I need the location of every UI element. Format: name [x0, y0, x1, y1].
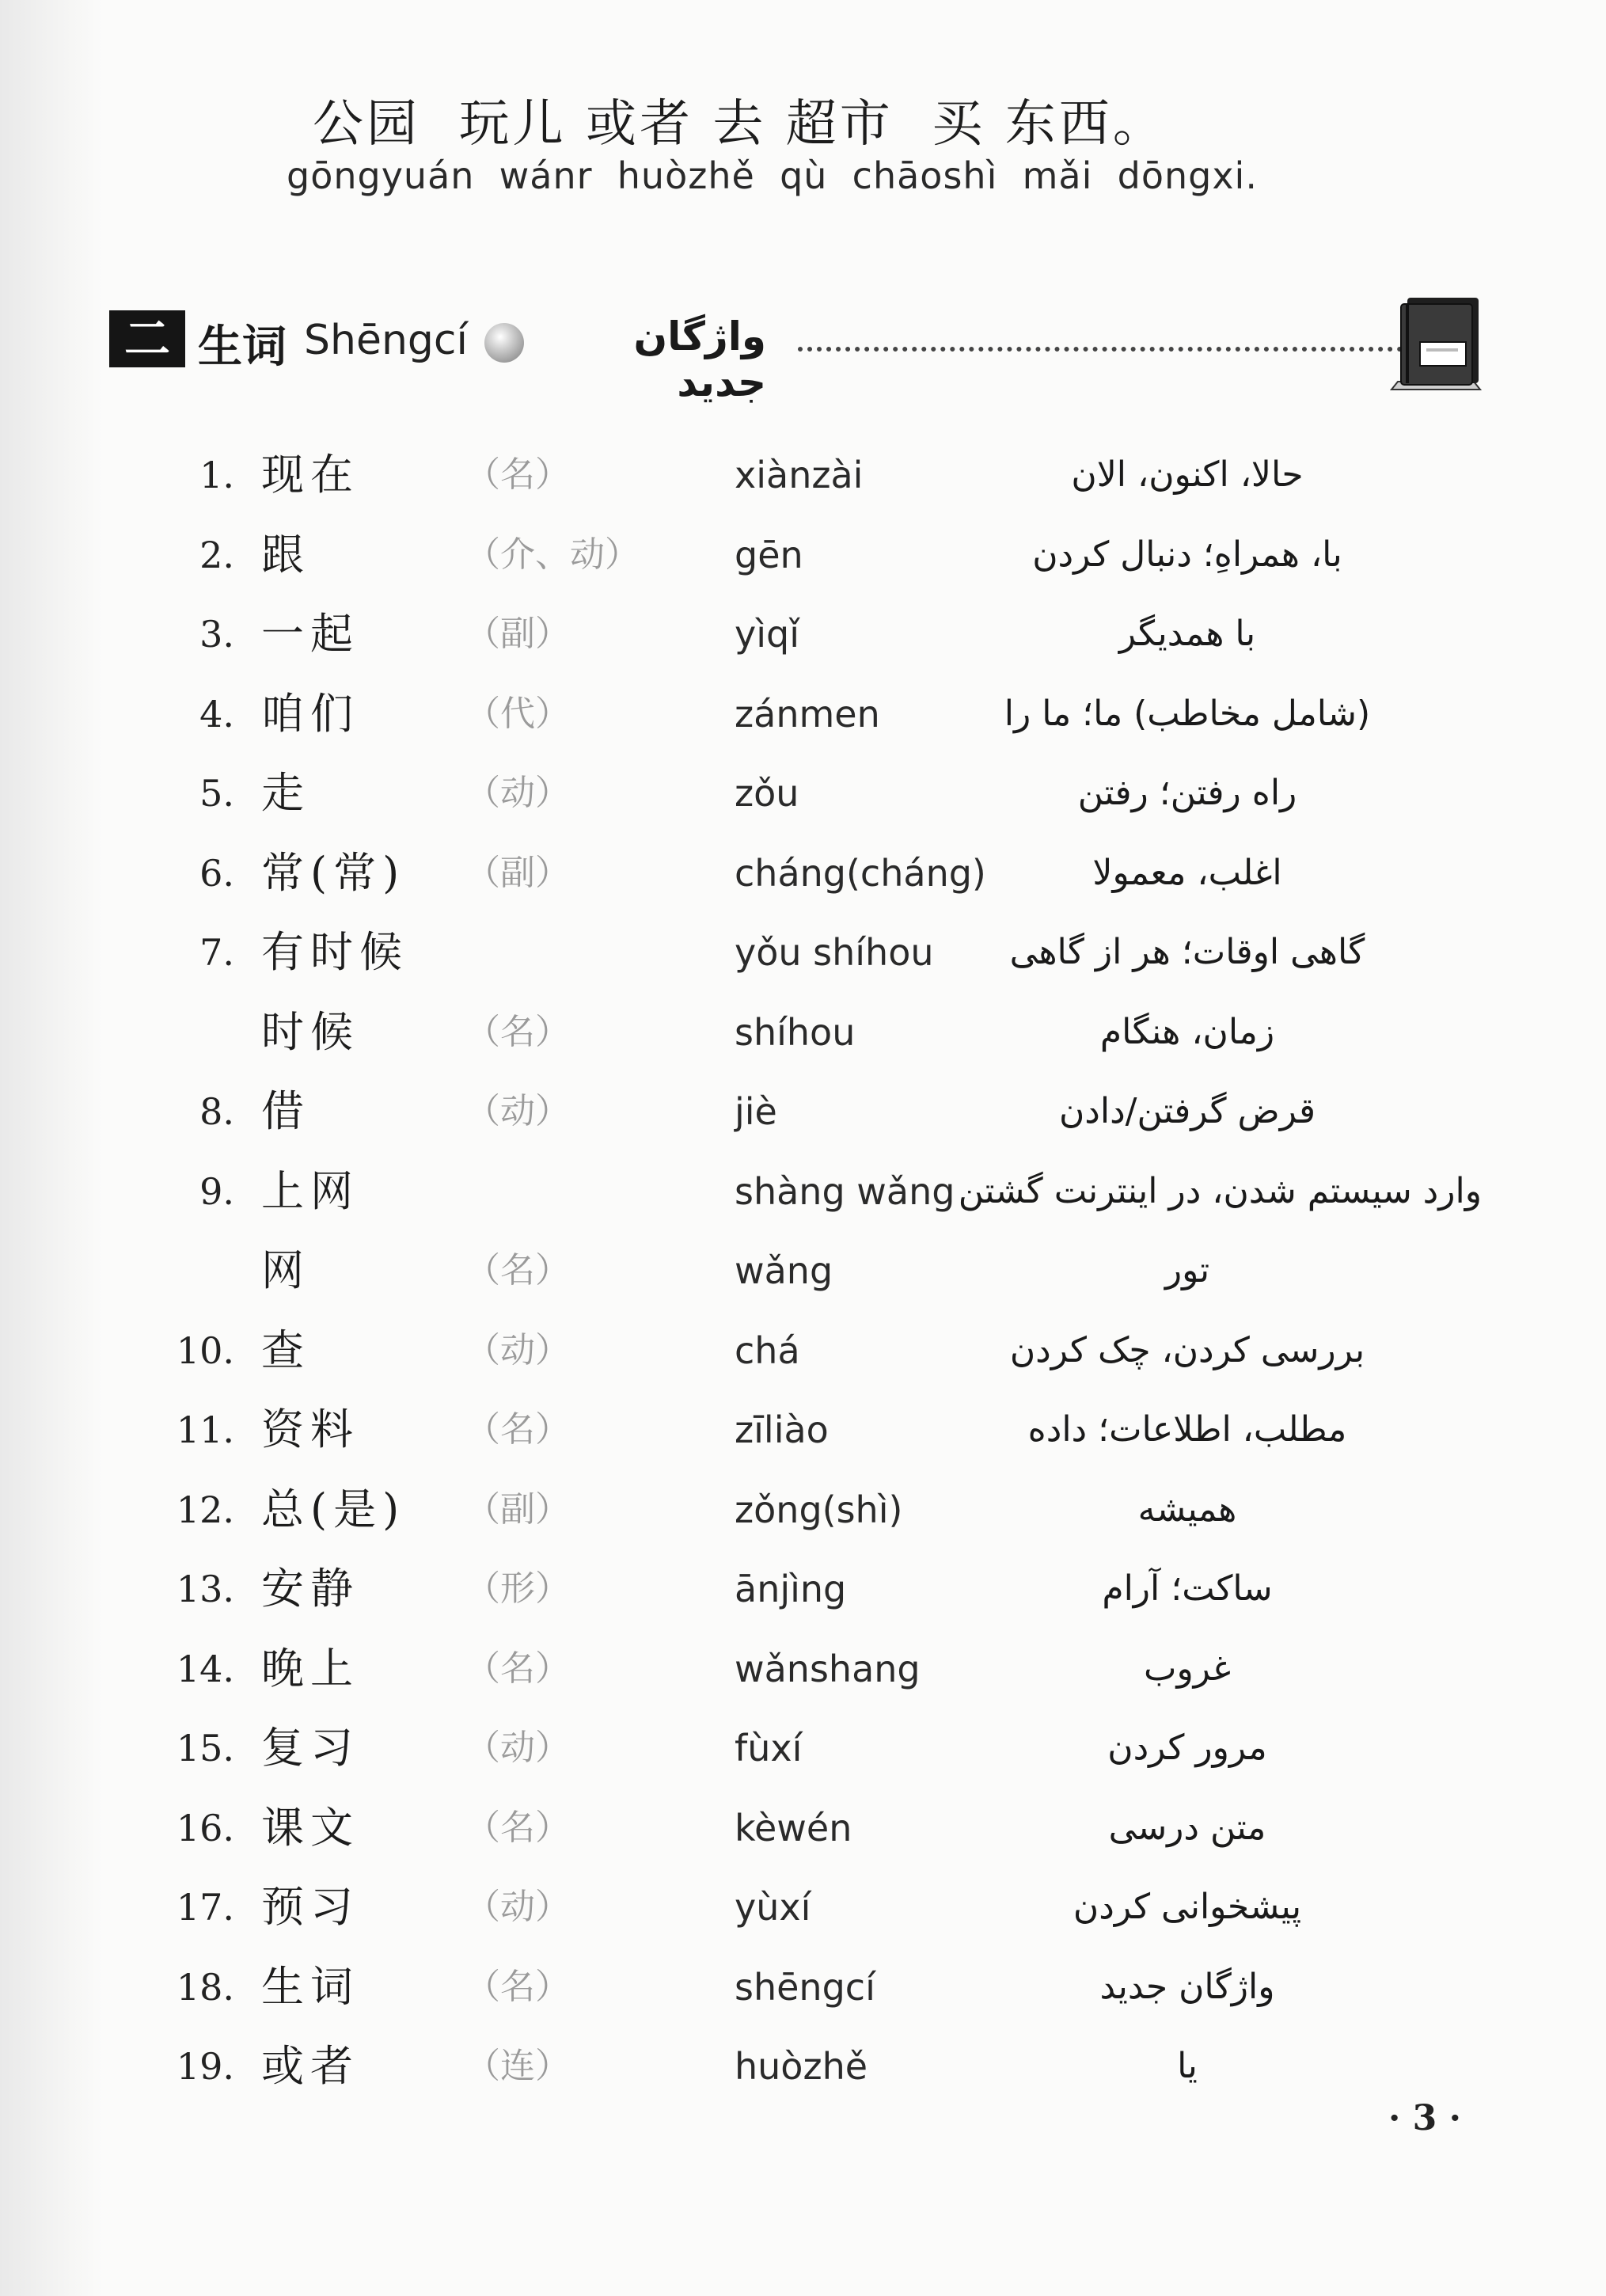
vocab-pinyin: shíhou — [735, 1010, 856, 1054]
vocab-number: 11. — [176, 1408, 234, 1451]
vocab-pinyin: jiè — [735, 1090, 777, 1133]
vocab-hanzi: 现在 — [261, 450, 359, 500]
vocab-pinyin: chá — [735, 1329, 800, 1372]
vocab-row — [0, 1549, 1606, 1629]
vocab-part-of-speech: （名） — [465, 1011, 570, 1052]
vocab-persian: غروب — [1144, 1648, 1231, 1689]
sentence-pinyin: gōngyuán wánr huòzhě qù chāoshì mǎi dōngxi. — [287, 154, 1258, 197]
vocab-number: 16. — [176, 1806, 234, 1849]
vocab-number: 19. — [176, 2045, 234, 2088]
vocab-row — [0, 435, 1606, 515]
vocab-hanzi: 借 — [261, 1086, 310, 1136]
section-number-badge: 二 — [109, 310, 185, 367]
vocab-part-of-speech: （副） — [465, 852, 570, 893]
vocab-hanzi: 预习 — [261, 1882, 359, 1932]
vocab-hanzi: 晚上 — [261, 1643, 359, 1693]
vocab-persian: مطلب، اطلاعات؛ داده — [1027, 1409, 1347, 1450]
vocab-row — [0, 1868, 1606, 1948]
vocab-part-of-speech: （动） — [465, 773, 570, 813]
vocab-persian: حالا، اکنون، الان — [1071, 454, 1304, 495]
vocab-row — [0, 834, 1606, 914]
vocab-number: 3. — [199, 613, 234, 656]
vocab-persian: راه رفتن؛ رفتن — [1077, 773, 1297, 813]
vocab-row — [0, 515, 1606, 595]
vocab-persian: بررسی کردن، چک کردن — [1009, 1329, 1365, 1370]
vocab-persian: قرض گرفتن/دادن — [1058, 1091, 1316, 1131]
vocab-row — [0, 595, 1606, 675]
vocab-number: 13. — [176, 1568, 234, 1610]
vocab-number: 14. — [176, 1647, 234, 1690]
vocab-hanzi: 资料 — [261, 1405, 359, 1454]
vocab-part-of-speech: （副） — [465, 1488, 570, 1530]
vocab-row — [0, 1948, 1606, 2028]
vocab-pinyin: gēn — [735, 533, 803, 576]
vocab-row — [0, 1789, 1606, 1868]
vocab-part-of-speech: （名） — [465, 1648, 570, 1689]
vocab-part-of-speech: （连） — [465, 2046, 570, 2086]
vocab-number: 4. — [199, 692, 234, 736]
vocab-persian: گاهی اوقات؛ هر از گاهی — [1009, 932, 1365, 972]
vocab-persian: تور — [1164, 1250, 1210, 1291]
vocab-pinyin: shàng wǎng — [735, 1169, 955, 1213]
vocab-row — [0, 1390, 1606, 1470]
vocab-number: 17. — [176, 1886, 234, 1929]
vocab-part-of-speech: （介、动） — [465, 534, 640, 575]
vocab-part-of-speech: （名） — [465, 1966, 570, 2007]
vocab-hanzi: 跟 — [261, 529, 310, 580]
page-number: · 3 · — [1388, 2098, 1461, 2138]
vocab-pinyin: zánmen — [735, 692, 880, 736]
vocab-persian: وارد سیستم شدن، در اینترنت گشتن — [958, 1170, 1482, 1211]
vocab-hanzi: 有时候 — [261, 927, 408, 977]
vocab-part-of-speech: （动） — [465, 1887, 570, 1927]
vocab-number: 5. — [199, 772, 234, 815]
vocab-persian: با، همراهِ؛ دنبال کردن — [1032, 534, 1342, 575]
vocab-part-of-speech: （名） — [465, 454, 570, 495]
vocab-pinyin: wǎng — [735, 1249, 833, 1292]
vocab-persian: یا — [1177, 2046, 1198, 2086]
vocab-pinyin: yǒu shíhou — [735, 931, 934, 974]
dotted-leader — [798, 347, 1479, 352]
vocab-row — [0, 993, 1606, 1073]
vocab-hanzi: 走 — [261, 768, 310, 818]
vocab-hanzi: 总(是) — [261, 1484, 406, 1534]
vocab-part-of-speech: （名） — [465, 1409, 570, 1450]
vocab-part-of-speech: （动） — [465, 1091, 570, 1131]
vocab-hanzi: 一起 — [261, 609, 359, 659]
vocab-row — [0, 1470, 1606, 1550]
vocab-persian: با همدیگر — [1118, 614, 1256, 654]
vocab-hanzi: 常(常) — [261, 847, 406, 898]
vocab-persian: پیشخوانی کردن — [1073, 1887, 1302, 1927]
vocab-number: 2. — [199, 533, 234, 576]
vocab-row — [0, 1311, 1606, 1391]
vocab-row — [0, 675, 1606, 755]
vocab-number: 7. — [199, 931, 234, 974]
vocab-pinyin: shēngcí — [735, 1965, 875, 2009]
vocab-hanzi: 安静 — [261, 1564, 359, 1614]
vocab-hanzi: 查 — [261, 1325, 310, 1375]
vocab-pinyin: zǒng(shì) — [735, 1488, 903, 1531]
vocab-row — [0, 1709, 1606, 1789]
vocab-pinyin: cháng(cháng) — [735, 851, 986, 895]
vocab-persian: متن درسی — [1108, 1807, 1266, 1848]
vocab-persian: (شامل مخاطب) ما؛ ما را — [1004, 693, 1371, 734]
notebook-icon — [1385, 293, 1486, 396]
vocab-part-of-speech: （代） — [465, 693, 570, 734]
vocab-pinyin: zǒu — [735, 772, 799, 815]
sentence-hanzi: 公园 玩儿 或者 去 超市 买 东西。 — [313, 95, 1167, 154]
vocab-part-of-speech: （副） — [465, 614, 570, 654]
vocab-number: 18. — [176, 1965, 234, 2009]
vocab-number: 1. — [199, 454, 234, 496]
vocabulary-list — [0, 435, 1606, 2107]
vocab-hanzi: 生词 — [261, 1961, 359, 2012]
vocab-pinyin: kèwén — [735, 1806, 852, 1849]
vocab-hanzi: 网 — [261, 1245, 310, 1295]
vocab-part-of-speech: （名） — [465, 1807, 570, 1848]
vocab-number: 6. — [199, 851, 234, 895]
vocab-pinyin: ānjìng — [735, 1568, 847, 1610]
vocab-part-of-speech: （名） — [465, 1250, 570, 1291]
vocab-pinyin: huòzhě — [735, 2045, 868, 2088]
vocab-pinyin: xiànzài — [735, 454, 864, 496]
vocab-row — [0, 1152, 1606, 1232]
vocab-pinyin: zīliào — [735, 1408, 829, 1451]
vocab-pinyin: fùxí — [735, 1727, 803, 1770]
vocab-part-of-speech: （形） — [465, 1568, 570, 1609]
vocab-number: 15. — [176, 1727, 234, 1770]
vocab-row — [0, 1629, 1606, 1709]
vocab-hanzi: 时候 — [261, 1006, 359, 1057]
vocab-number: 12. — [176, 1488, 234, 1531]
vocab-part-of-speech: （动） — [465, 1329, 570, 1370]
vocab-persian: مرور کردن — [1107, 1728, 1267, 1768]
vocab-pinyin: yùxí — [735, 1886, 811, 1929]
vocab-persian: ساکت؛ آرام — [1102, 1568, 1273, 1609]
vocab-hanzi: 复习 — [261, 1723, 359, 1773]
vocab-row — [0, 1072, 1606, 1152]
vocab-persian: واژگان جدید — [1099, 1966, 1275, 2007]
section-title-persian: واژگان جدید — [633, 314, 766, 405]
vocab-persian: اغلب، معمولا — [1092, 852, 1282, 893]
vocab-number: 10. — [176, 1329, 234, 1372]
vocab-row — [0, 754, 1606, 834]
vocab-row — [0, 1231, 1606, 1311]
vocab-part-of-speech: （动） — [465, 1728, 570, 1768]
section-header — [109, 293, 1502, 404]
vocab-row — [0, 913, 1606, 993]
vocab-row — [0, 2027, 1606, 2107]
vocab-pinyin: wǎnshang — [735, 1647, 921, 1690]
vocab-persian: زمان، هنگام — [1099, 1011, 1275, 1052]
vocab-persian: همیشه — [1137, 1488, 1237, 1530]
bullet-ball-icon — [484, 323, 524, 363]
vocab-hanzi: 上网 — [261, 1165, 359, 1216]
vocab-pinyin: yìqǐ — [735, 613, 799, 656]
section-title-pinyin: Shēngcí — [304, 317, 468, 364]
vocab-hanzi: 或者 — [261, 2041, 359, 2091]
vocab-hanzi: 课文 — [261, 1802, 359, 1853]
vocab-hanzi: 咱们 — [261, 688, 359, 739]
vocab-number: 8. — [199, 1090, 234, 1133]
section-title-chinese: 生词 — [198, 321, 287, 373]
vocab-number: 9. — [199, 1169, 234, 1213]
